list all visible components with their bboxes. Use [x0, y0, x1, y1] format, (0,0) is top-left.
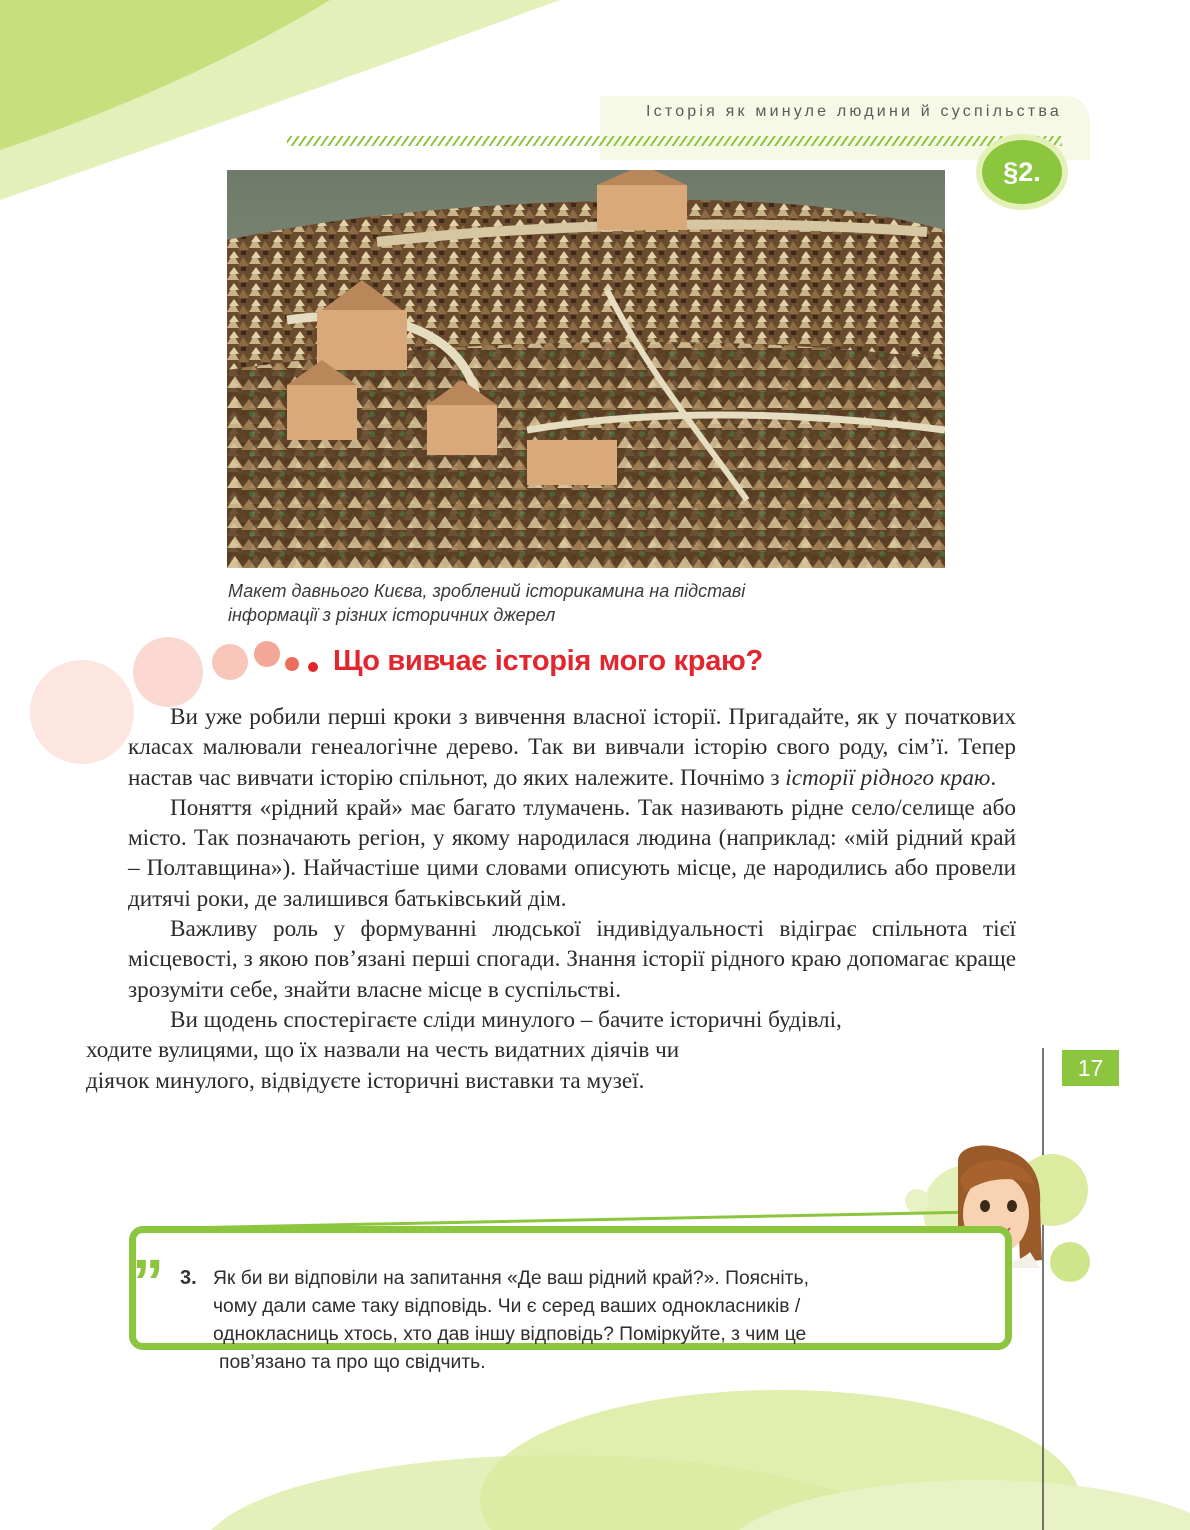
bubble-small — [212, 644, 248, 680]
header-hatch-divider — [287, 136, 1062, 146]
paragraph-4-line-2: ходите вулицями, що їх назвали на честь видатних діячів чи — [86, 1037, 680, 1064]
paragraph-3: Важливу роль у формуванні людської індивідуальності відіграє спільнота тієї місцевості, з якою пов’язані перші спогади. Знання історії рідного краю допомагає краще зрозуміти себе, знайти власне місце в суспільстві. — [128, 916, 1016, 1003]
task-line-4: пов’язано та про що свідчить. — [219, 1352, 486, 1373]
task-line-1: Як би ви відповіли на запитання «Де ваш рідний край?». Поясніть, — [213, 1268, 809, 1289]
caption-line-1: Макет давнього Києва, зроблений історикамина на підставі — [228, 581, 746, 601]
paragraph-1-start: Ви уже робили перші кроки з вивчення власної історії. Пригадайте, як у початкових класах малювали генеалогічне дерево. Так ви вивчали історію свого роду, сім’ї. Тепер настав час вивчати історію спільнот, до яких належите. Почнімо з — [128, 704, 1016, 791]
page-number: 17 — [1062, 1050, 1119, 1086]
bubble-medium — [133, 637, 203, 707]
paragraph-badge: §2. — [982, 140, 1062, 204]
task-number: 3. — [180, 1267, 197, 1289]
body-text — [86, 702, 1016, 1096]
kyiv-model-photo — [227, 170, 945, 568]
paragraph-4 — [86, 1005, 1016, 1096]
kyiv-model-image — [227, 170, 945, 568]
running-head-title: Історія як минуле людини й суспільства — [646, 103, 1062, 120]
task-line-2: чому дали саме таку відповідь. Чи є серед ваших однокласників / — [213, 1296, 801, 1317]
paragraph-2: Поняття «рідний край» має багато тлумачень. Так називають рідне село/селище або місто. Так позначають регіон, у якому народилася людина (наприклад: «мій рідний край – Полтавщина»). Найчастіше цими словами описують місце, де народились або провели дитячі роки, де залишився батьківський дім. — [128, 794, 1016, 912]
bubble-dot-1 — [285, 657, 299, 671]
figure-caption — [228, 579, 868, 627]
task-text — [213, 1265, 985, 1377]
quote-icon: „ — [132, 1210, 164, 1282]
bubble-xs — [254, 641, 280, 667]
green-bubble-3 — [1050, 1242, 1090, 1282]
caption-line-2: інформації з різних історичних джерел — [228, 605, 556, 625]
paragraph-1-end: . — [990, 764, 997, 791]
paragraph-1 — [128, 702, 1016, 793]
paragraph-4-line-3: діячок минулого, відвідуєте історичні виставки та музеї. — [86, 1067, 645, 1094]
green-bubble-4 — [905, 1189, 929, 1213]
paragraph-1-emphasis: історії рідного краю — [785, 764, 991, 791]
task-line-3: однокласниць хтось, хто дав іншу відповідь? Поміркуйте, з чим це — [213, 1324, 807, 1345]
paragraph-4-line-1: Ви щодень спостерігаєте сліди минулого – бачите історичні будівлі, — [170, 1006, 842, 1033]
section-heading: Що вивчає історія мого краю? — [333, 645, 763, 677]
bubble-dot-2 — [308, 662, 318, 672]
bubble-large — [30, 660, 134, 764]
